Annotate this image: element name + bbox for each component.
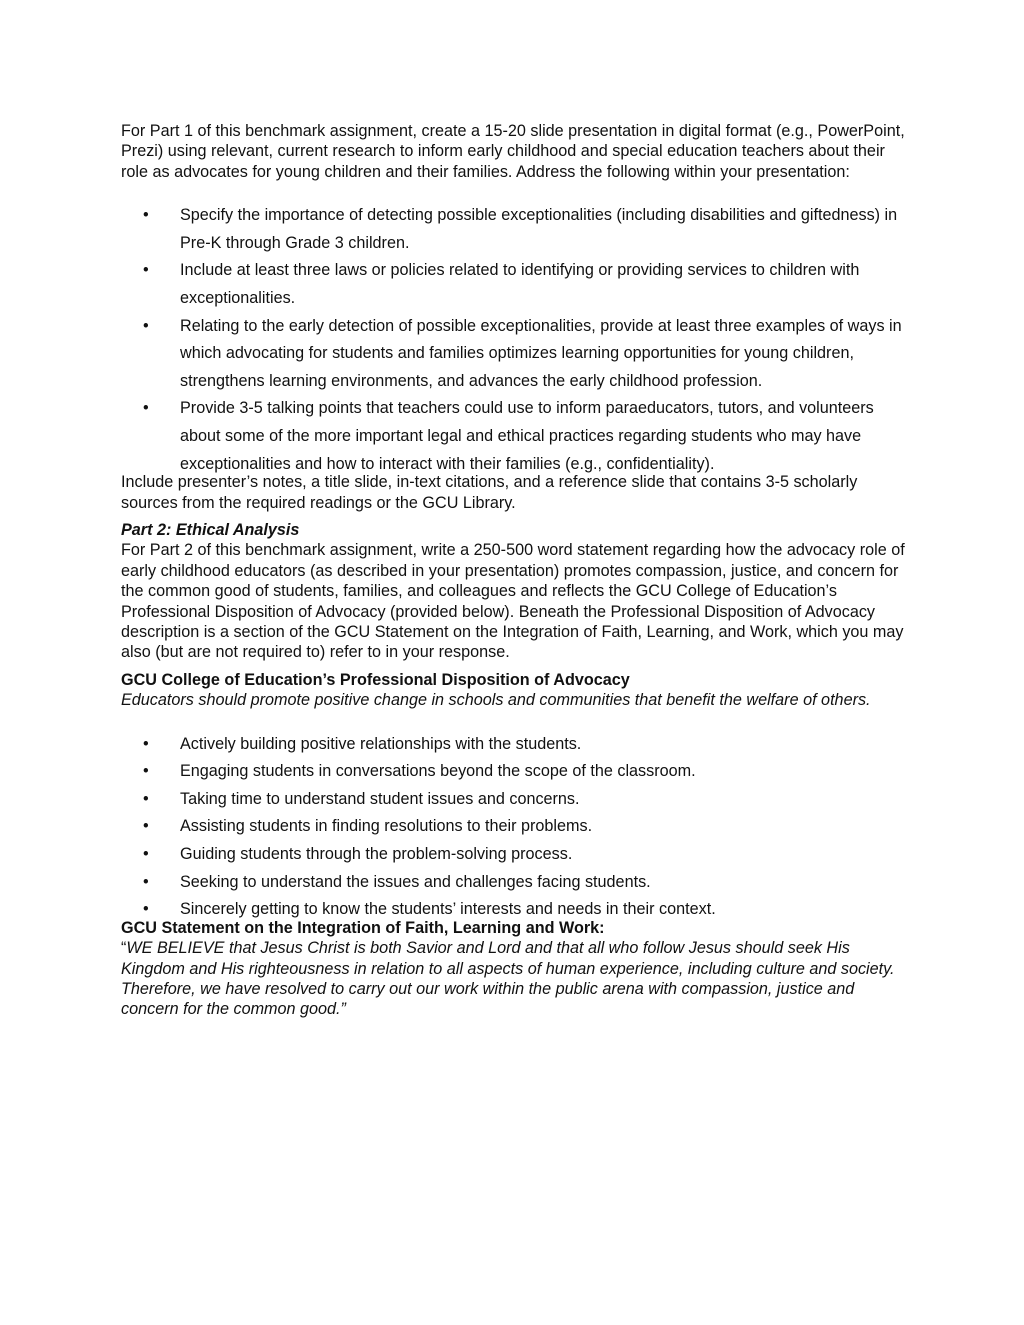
- list-item: • Sincerely getting to know the students’ interests and needs in their context.: [121, 896, 911, 924]
- disposition-description: Educators should promote positive change in schools and communities that benefit the welfare of others.: [121, 691, 871, 710]
- bullet-icon: •: [143, 900, 149, 919]
- bullet-icon: •: [143, 762, 149, 781]
- bullet-icon: •: [143, 845, 149, 863]
- disposition-list: [121, 731, 911, 924]
- bullet-icon: •: [143, 399, 149, 418]
- faith-statement-quote: “WE BELIEVE that Jesus Christ is both Savior and Lord and that all who follow Jesus should seek His Kingdom and His righteousness in relation to all aspects of human experience, including culture and society. Therefore, we have resolved to carry out our work within the public arena with compassion, justice and concern for the common good.”: [121, 939, 895, 1019]
- list-item: • Taking time to understand student issues and concerns.: [121, 786, 911, 814]
- bullet-icon: •: [143, 789, 149, 808]
- part1-intro: For Part 1 of this benchmark assignment, create a 15-20 slide presentation in digital format (e.g., PowerPoint, Prezi) using relevant, current research to inform early childhood and special education teachers about their role as advocates for young children and their families. Address the following within your presentation:: [121, 122, 905, 181]
- bullet-icon: •: [143, 261, 149, 280]
- part1-requirements-list: [121, 202, 911, 478]
- disposition-heading: GCU College of Education’s Professional Disposition of Advocacy: [121, 670, 630, 689]
- list-item: • Actively building positive relationships with the students.: [121, 731, 911, 759]
- part1-closing: Include presenter’s notes, a title slide, in-text citations, and a reference slide that contains 3-5 scholarly sources from the required readings or the GCU Library.: [121, 473, 858, 512]
- list-item: • Specify the importance of detecting possible exceptionalities (including disabilities and giftedness) in Pre-K through Grade 3 children.: [121, 202, 911, 257]
- part2-body: For Part 2 of this benchmark assignment, write a 250-500 word statement regarding how the advocacy role of early childhood educators (as described in your presentation) promotes compassion, justice, and concern for the common good of students, families, and colleagues and reflects the GCU College of Education’s Professional Disposition of Advocacy (provided below). Beneath the Professional Disposition of Advocacy description is a section of the GCU Statement on the Integration of Faith, Learning, and Work, which you may also (but are not required to) refer to in your response.: [121, 541, 905, 662]
- bullet-icon: •: [143, 206, 149, 225]
- list-item: • Relating to the early detection of possible exceptionalities, provide at least three examples of ways in which advocating for students and families optimizes learning opportunities for young children, strengthens learning environments, and advances the early childhood profession.: [121, 313, 911, 396]
- document-page: [121, 121, 911, 1020]
- part2-heading: Part 2: Ethical Analysis: [121, 520, 300, 539]
- list-item: • Include at least three laws or policies related to identifying or providing services to children with exceptionalities.: [121, 257, 911, 312]
- bullet-icon: •: [143, 872, 149, 891]
- list-item: • Assisting students in finding resolutions to their problems.: [121, 813, 911, 841]
- bullet-icon: •: [143, 316, 149, 335]
- list-item: • Guiding students through the problem-solving process.: [121, 841, 911, 869]
- list-item: • Seeking to understand the issues and challenges facing students.: [121, 869, 911, 897]
- bullet-icon: •: [143, 734, 149, 753]
- bullet-icon: •: [143, 817, 149, 836]
- list-item: • Engaging students in conversations beyond the scope of the classroom.: [121, 758, 911, 786]
- faith-statement-heading: GCU Statement on the Integration of Faith, Learning and Work:: [121, 918, 605, 937]
- list-item: • Provide 3-5 talking points that teachers could use to inform paraeducators, tutors, and volunteers about some of the more important legal and ethical practices regarding students who may have exceptionalities and how to interact with their families (e.g., confidentiality).: [121, 395, 911, 478]
